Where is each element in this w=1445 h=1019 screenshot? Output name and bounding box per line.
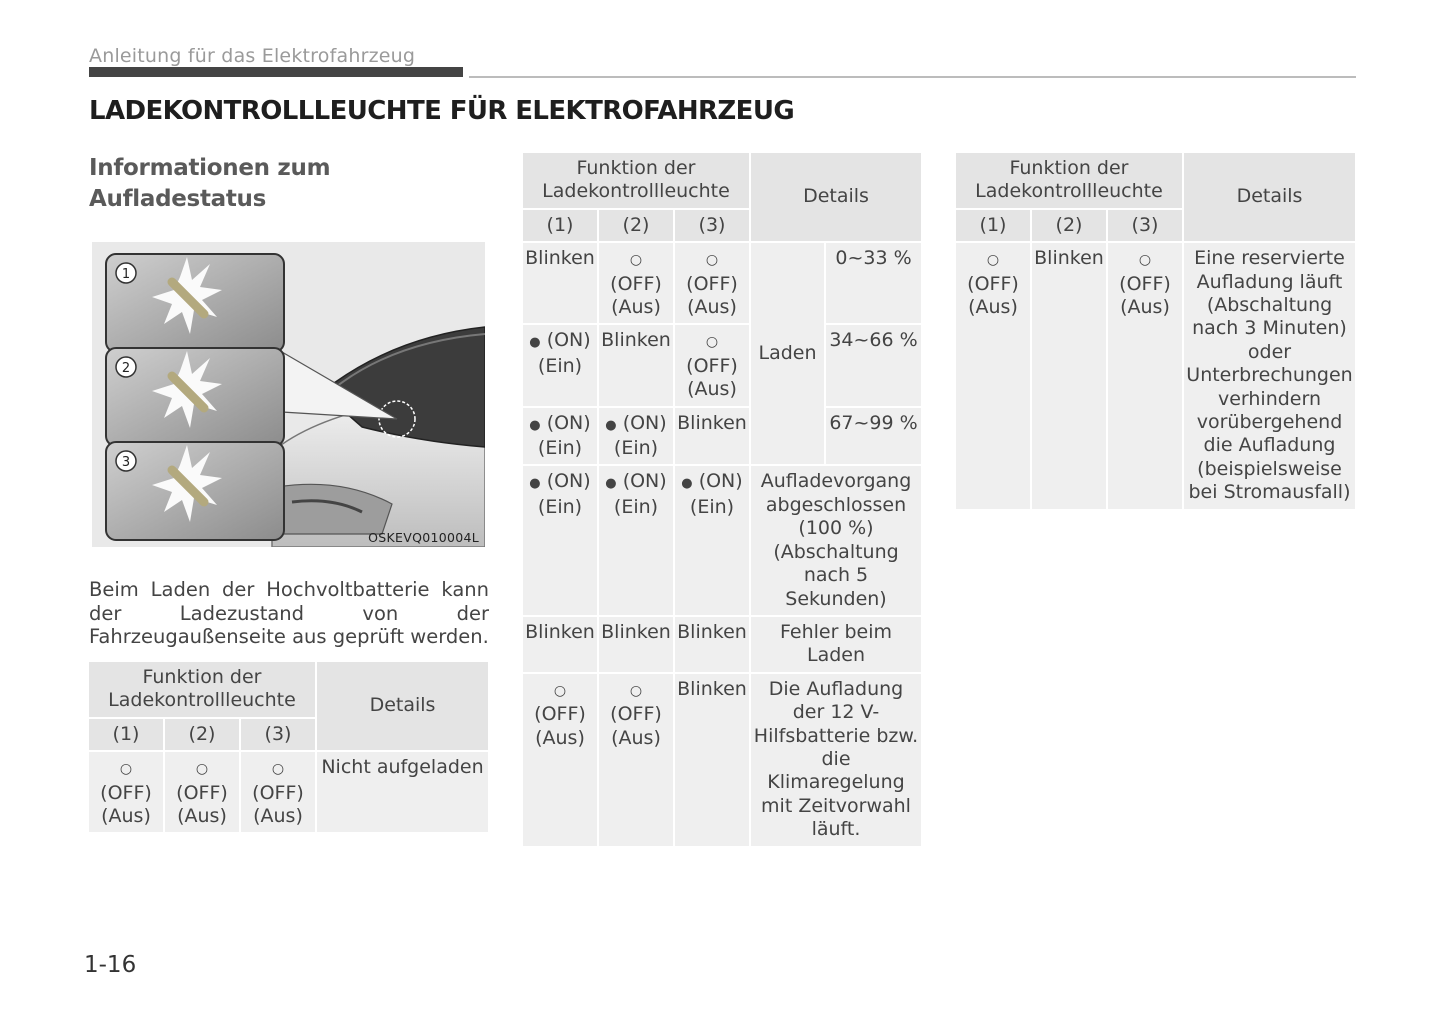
range-cell: 0~33 % [826, 243, 921, 323]
state-off-cell: ○ (OFF) (Aus) [675, 325, 749, 405]
detail-cell: Aufladevorgang abgeschlossen (100 %) (Abschaltung nach 5 Sekunden) [751, 466, 921, 614]
off-icon: ○ [271, 761, 285, 778]
table-row [89, 752, 488, 832]
table-head-details: Details [1184, 153, 1355, 241]
state-off-cell: ○ (OFF) (Aus) [956, 243, 1030, 508]
subtitle-line-1: Informationen zum [89, 155, 331, 181]
table-head-details: Details [317, 662, 488, 750]
off-icon: ○ [1138, 252, 1152, 269]
range-cell: 67~99 % [826, 408, 921, 465]
state-blink-cell: Blinken [675, 674, 749, 846]
header-rule [469, 76, 1356, 78]
page-number: 1-16 [84, 952, 137, 978]
intro-paragraph: Beim Laden der Hochvoltbatterie kann der Ladezustand von der Fahrzeugaußenseite aus geprüft werden. [89, 578, 489, 648]
on-icon: ● [529, 417, 541, 433]
charging-indicator-illustration [92, 242, 485, 547]
table-head-col3: (3) [675, 210, 749, 241]
state-off-cell: ○ (OFF) (Aus) [241, 752, 315, 832]
state-on-cell: ● (ON) (Ein) [675, 466, 749, 614]
table-head-function: Funktion der Ladekontrollleuchte [523, 153, 749, 208]
table-head-col1: (1) [523, 210, 597, 241]
status-table-2 [521, 151, 923, 848]
detail-cell: Fehler beim Laden [751, 617, 921, 672]
on-icon: ● [681, 476, 693, 492]
state-off-cell: ○ (OFF) (Aus) [165, 752, 239, 832]
state-on-cell: ● (ON) (Ein) [599, 466, 673, 614]
table-head-col2: (2) [1032, 210, 1106, 241]
state-off-cell: ○ (OFF) (Aus) [599, 243, 673, 323]
state-blink-cell: Blinken [599, 325, 673, 405]
table-head-details: Details [751, 153, 921, 241]
table-row [523, 617, 921, 672]
detail-cell: Eine reservierte Aufladung läuft (Abschaltung nach 3 Minuten) oder Unterbrechungen verhindern vorübergehend die Aufladung (beispielsweise bei Stromausfall) [1184, 243, 1355, 508]
detail-cell: Die Aufladung der 12 V-Hilfsbatterie bzw. die Klimaregelung mit Zeitvorwahl läuft. [751, 674, 921, 846]
off-icon: ○ [553, 682, 567, 699]
off-icon: ○ [629, 682, 643, 699]
on-icon: ● [605, 417, 617, 433]
detail-cell: Nicht aufgeladen [317, 752, 488, 832]
header-section-title: Anleitung für das Elektrofahrzeug [89, 45, 416, 67]
indicator-panel-2 [106, 348, 284, 446]
state-on-cell: ● (ON) (Ein) [523, 325, 597, 405]
state-off-cell: ○ (OFF) (Aus) [599, 674, 673, 846]
table-head-col2: (2) [599, 210, 673, 241]
section-subtitle [89, 153, 330, 215]
table-row [523, 466, 921, 614]
svg-text:3: 3 [121, 455, 131, 470]
state-off-cell: ○ (OFF) (Aus) [675, 243, 749, 323]
svg-text:2: 2 [121, 361, 131, 376]
table-head-col1: (1) [89, 719, 163, 750]
indicator-panel-1 [106, 254, 284, 352]
state-off-cell: ○ (OFF) (Aus) [89, 752, 163, 832]
off-icon: ○ [195, 761, 209, 778]
table-head-col3: (3) [241, 719, 315, 750]
page-title: LADEKONTROLLLEUCHTE FÜR ELEKTROFAHRZEUG [89, 96, 795, 126]
table-head-function: Funktion der Ladekontrollleuchte [956, 153, 1182, 208]
state-off-cell: ○ (OFF) (Aus) [1108, 243, 1182, 508]
figure-code: OSKEVQ010004L [368, 530, 479, 545]
table-row [523, 674, 921, 846]
state-blink-cell: Blinken [675, 408, 749, 465]
table-head-col1: (1) [956, 210, 1030, 241]
indicator-panel-3 [106, 442, 284, 540]
state-on-cell: ● (ON) (Ein) [523, 408, 597, 465]
table-row [523, 408, 921, 465]
range-cell: 34~66 % [826, 325, 921, 405]
status-table-1 [87, 660, 490, 834]
off-icon: ○ [705, 252, 719, 269]
status-table-3 [954, 151, 1357, 511]
on-icon: ● [605, 476, 617, 492]
state-on-cell: ● (ON) (Ein) [523, 466, 597, 614]
table-row [956, 243, 1355, 508]
header-bar [89, 67, 463, 77]
table-row [523, 243, 921, 323]
on-icon: ● [529, 335, 541, 351]
svg-text:1: 1 [121, 267, 131, 282]
table-head-function: Funktion der Ladekontrollleuchte [89, 662, 315, 717]
state-blink-cell: Blinken [599, 617, 673, 672]
subtitle-line-2: Aufladestatus [89, 186, 267, 212]
state-blink-cell: Blinken [1032, 243, 1106, 508]
car-illustration [92, 242, 485, 547]
table-row [523, 325, 921, 405]
off-icon: ○ [629, 252, 643, 269]
state-blink-cell: Blinken [523, 243, 597, 323]
state-on-cell: ● (ON) (Ein) [599, 408, 673, 465]
state-blink-cell: Blinken [523, 617, 597, 672]
off-icon: ○ [119, 761, 133, 778]
state-off-cell: ○ (OFF) (Aus) [523, 674, 597, 846]
table-head-col3: (3) [1108, 210, 1182, 241]
state-blink-cell: Blinken [675, 617, 749, 672]
table-head-col2: (2) [165, 719, 239, 750]
off-icon: ○ [986, 252, 1000, 269]
on-icon: ● [529, 476, 541, 492]
off-icon: ○ [705, 334, 719, 351]
charging-label-cell: Laden [751, 243, 824, 464]
